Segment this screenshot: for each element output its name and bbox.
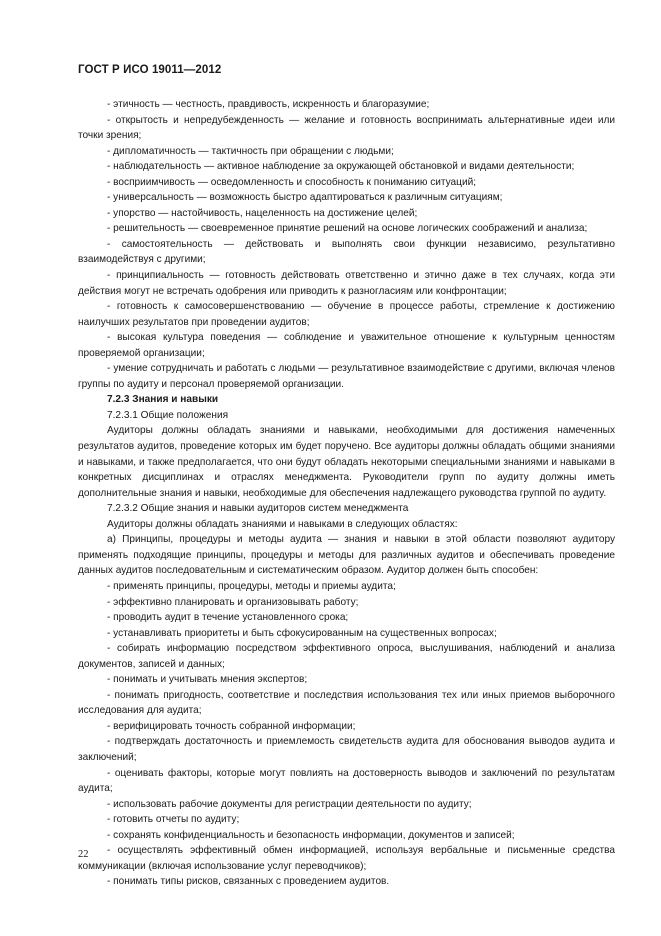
page-header: ГОСТ Р ИСО 19011—2012 — [78, 64, 222, 76]
paragraph: 7.2.3.2 Общие знания и навыки аудиторов систем менеджмента — [107, 503, 409, 515]
paragraph: - восприимчивость — осведомленность и способность к пониманию ситуаций; — [107, 176, 477, 188]
paragraph: - сохранять конфиденциальность и безопасность информации, документов и записей; — [107, 829, 515, 841]
paragraph: - осуществлять эффективный обмен информацией, используя вербальные и письменные средства коммуникации (включая использование услуг переводчиков); — [78, 845, 615, 872]
paragraph: - упорство — настойчивость, нацеленность на достижение целей; — [107, 207, 418, 219]
paragraph: - устанавливать приоритеты и быть сфокусированным на существенных вопросах; — [107, 627, 497, 639]
paragraph: - использовать рабочие документы для регистрации деятельности по аудиту; — [107, 798, 472, 810]
paragraph: - универсальность — возможность быстро адаптироваться к различным ситуациям; — [107, 192, 503, 204]
paragraph: - наблюдательность — активное наблюдение за окружающей обстановкой и видами деятельности; — [107, 161, 575, 173]
paragraph: - подтверждать достаточность и приемлемость свидетельств аудита для обоснования выводов аудита и заключений; — [78, 736, 615, 763]
paragraph: - готовить отчеты по аудиту; — [107, 814, 240, 826]
paragraph: - самостоятельность — действовать и выполнять свои функции независимо, результативно взаимодействуя с другими; — [78, 238, 615, 266]
paragraph: - понимать типы рисков, связанных с проведением аудитов. — [107, 876, 390, 888]
paragraph: - принципиальность — готовность действовать ответственно и этично даже в тех случаях, когда эти действия могут не встречать одобрения или приводить к разногласиям или конфронтации; — [78, 270, 615, 297]
document-body — [78, 97, 615, 890]
paragraph: Аудиторы должны обладать знаниями и навыками в следующих областях: — [107, 518, 458, 530]
paragraph: - эффективно планировать и организовывать работу; — [107, 596, 359, 608]
section-heading: 7.2.3 Знания и навыки — [107, 394, 219, 406]
paragraph: - понимать пригодность, соответствие и последствия использования тех или иных приемов выборочного исследования для аудита; — [78, 689, 615, 717]
paragraph: - открытость и непредубежденность — желание и готовность воспринимать альтернативные идеи или точки зрения; — [78, 114, 615, 142]
paragraph: - собирать информацию посредством эффективного опроса, выслушивания, наблюдений и анализа документов, записей и данных; — [78, 643, 615, 670]
paragraph: - проводить аудит в течение установленного срока; — [107, 612, 349, 624]
paragraph: - высокая культура поведения — соблюдение и уважительное отношение к культурным ценностям проверяемой организации; — [78, 332, 615, 359]
paragraph: 7.2.3.1 Общие положения — [107, 409, 229, 421]
paragraph: - оценивать факторы, которые могут повлиять на достоверность выводов и заключений по результатам аудита; — [78, 767, 615, 795]
paragraph: а) Принципы, процедуры и методы аудита — знания и навыки в этой области позволяют аудитору применять подходящие принципы, процедуры и методы для различных аудитов и обеспечивать проведение данных аудитов последовательным и систематическим образом. Аудитор должен быть способен: — [78, 534, 615, 577]
paragraph: - понимать и учитывать мнения экспертов; — [107, 674, 308, 686]
paragraph: - решительность — своевременное принятие решений на основе логических соображений и анализа; — [107, 223, 588, 235]
paragraph: - применять принципы, процедуры, методы и приемы аудита; — [107, 580, 396, 592]
paragraph: Аудиторы должны обладать знаниями и навыками, необходимыми для достижения намеченных результатов аудитов, проведение которых им будет поручено. Все аудиторы должны обладать общими знаниями и навыками, и также предполагается, что они будут обладать некоторыми специальными знаниями и навыками в конкретных дисциплинах и отраслях менеджмента. Руководители групп по аудиту должны иметь дополнительные знания и навыки, необходимые для обеспечения надлежащего руководства группой по аудиту. — [78, 425, 615, 499]
page-number: 22 — [78, 849, 89, 860]
paragraph: - верифицировать точность собранной информации; — [107, 720, 356, 732]
paragraph: - умение сотрудничать и работать с людьми — результативное взаимодействие с другими, включая членов группы по аудиту и персонал проверяемой организации. — [78, 363, 615, 390]
paragraph: - этичность — честность, правдивость, искренность и благоразумие; — [107, 99, 430, 110]
paragraph: - готовность к самосовершенствованию — обучение в процессе работы, стремление к достижению наилучших результатов при проведении аудитов; — [78, 301, 615, 328]
paragraph: - дипломатичность — тактичность при обращении с людьми; — [107, 145, 394, 157]
